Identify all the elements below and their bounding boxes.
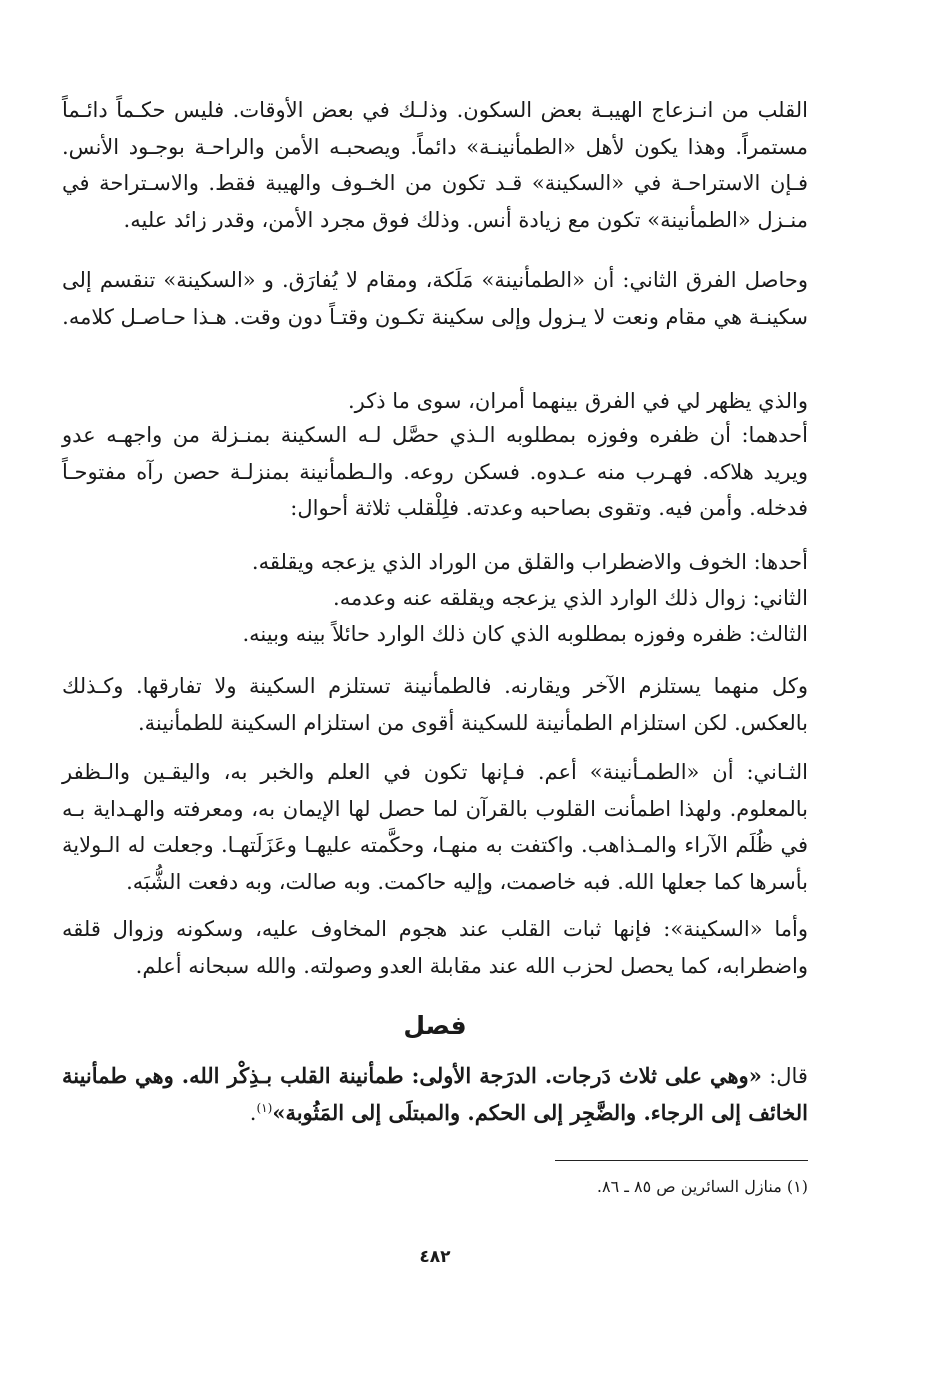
footnote-divider	[555, 1160, 808, 1161]
footnote-reference: (١)	[256, 1100, 273, 1115]
paragraph-author-view: والذي يظهر لي في الفرق بينهما أمران، سوى ما ذكر.	[347, 389, 808, 413]
section-heading: فصل	[403, 1011, 467, 1040]
list-item-state-two: الثاني: زوال ذلك الوارد الذي يزعجه ويقلقه عنه وعدمه.	[333, 586, 808, 610]
list-item-state-one: أحدها: الخوف والاضطراب والقلق من الوراد الذي يزعجه ويقلقه.	[251, 550, 808, 574]
paragraph-mutual-entailment: وكل منهما يستلزم الآخر ويقارنه. فالطمأنينة تستلزم السكينة ولا تفارقها. وكـذلك بالعكس. لكن استلزام الطمأنينة للسكينة أقوى من استلزام السكينة للطمأنينة.	[62, 674, 808, 735]
paragraph-second-difference: وحاصل الفرق الثاني: أن «الطمأنينة» مَلَكة، ومقام لا يُفارَق. و «السكينة» تنقسم إلى سكينـة هي مقام ونعت لا يـزول وإلى سكينة تكـون وقتـاً دون وقت. هـذا حـاصـل كلامه.	[62, 268, 808, 329]
page-number: ٤٨٢	[419, 1247, 451, 1267]
quoted-passage	[62, 1058, 808, 1131]
paragraph-sakina-definition: وأما «السكينة»: فإنها ثبات القلب عند هجوم المخاوف عليه، وسكونه وزوال قلقه واضطرابه، كما يحصل لحزب الله عند مقابلة العدو وصولته. والله سبحانه أعلم.	[62, 917, 808, 978]
paragraph-continuation: القلب من انـزعاج الهيبـة بعض السكون. وذلـك في بعض الأوقات. فليس حكـماً دائـماً مستمراً. وهذا يكون لأهل «الطمأنينـة» دائماً. ويصحبـه الأمن والراحـة بوجـود الأنس. فـإن الاستراحـة في «السكينة» قـد تكون من الخـوف والهيبة فقط. والاسـتراحة في منـزل «الطمأنينة» تكون مع زيادة أنس. وذلك فوق مجرد الأمن، وقدر زائد عليه.	[62, 98, 808, 232]
quote-lead: قال:	[769, 1064, 808, 1088]
paragraph-first-point: أحدهما: أن ظفره وفوزه بمطلوبه الـذي حصَّل لـه السكينة بمنـزلة من واجهـه عدو ويريد هلاكه. فهـرب منه عـدوه. فسكن روعه. والـطمأنينة بمنزلـة حصن رآه مفتوحـاً فدخله. وأمن فيه. وتقوى بصاحبه وعدته. فلِلْقلب ثلاثة أحوال:	[62, 423, 808, 520]
quote-body: «وهي على ثلاث دَرجات. الدرَجة الأولى: طمأنينة القلب بـذِكْر الله. وهي طمأنينة الخائف إلى الرجاء. والضَّجِر إلى الحكم. والمبتلَى إلى المَثُوبة»	[62, 1063, 808, 1125]
list-item-state-three: الثالث: ظفره وفوزه بمطلوبه الذي كان ذلك الوارد حائلاً بينه وبينه.	[242, 622, 808, 646]
paragraph-second-point: الثـاني: أن «الطمـأنينة» أعم. فـإنها تكون في العلم والخبر به، واليقـين والـظفر بالمعلوم. ولهذا اطمأنت القلوب بالقرآن لما حصل لها الإيمان به، ومعرفته والهـداية بـه في ظُلَم الآراء والمـذاهب. واكتفت به منهـا، وحكَّمته عليهـا وعَزَلَتهـا. وجعلت له الـولاية بأسرها كما جعلها الله. فبه خاصمت، وإليه حاكمت. وبه صالت، وبه دفعت الشُّبَه.	[62, 760, 808, 894]
quote-end: .	[249, 1100, 257, 1125]
footnote: (١) منازل السائرين ص ٨٥ ـ ٨٦.	[596, 1177, 808, 1196]
